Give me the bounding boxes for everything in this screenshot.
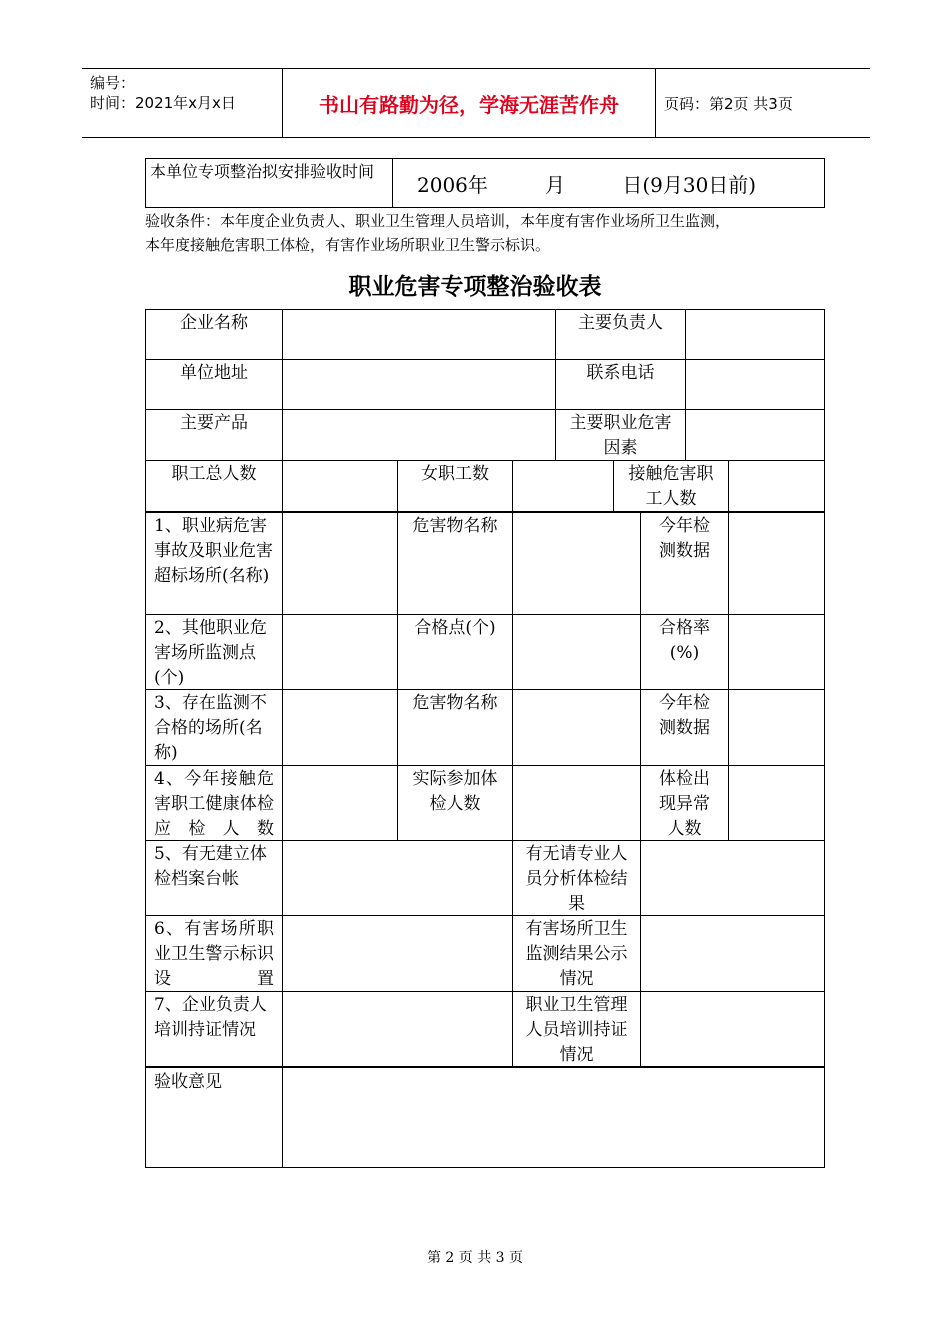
- female-staff-label: 女职工数: [421, 464, 489, 484]
- col-divider: [728, 460, 729, 512]
- col-divider: [512, 460, 513, 512]
- acceptance-time-label: 本单位专项整治拟安排验收时间: [146, 159, 393, 207]
- main-hazards-field[interactable]: [686, 410, 824, 460]
- opinion-field[interactable]: [283, 1069, 824, 1167]
- company-name-field[interactable]: [283, 310, 555, 359]
- row4-right-label: 体检出现异常人数: [659, 769, 710, 839]
- acceptance-time-value[interactable]: 2006年 月 日(9月30日前): [417, 172, 757, 197]
- row2-mid-label: 合格点(个): [414, 618, 496, 638]
- total-staff-label: 职工总人数: [171, 464, 257, 484]
- col-divider: [512, 511, 513, 840]
- row1-right-label: 今年检测数据: [659, 516, 710, 561]
- conditions-line-1: 验收条件：本年度企业负责人、职业卫生管理人员培训，本年度有害作业场所卫生监测，: [145, 212, 731, 230]
- col-divider: [728, 511, 729, 840]
- row6-label: 6、有害场所职业卫生警示标识设置: [154, 919, 274, 989]
- opinion-label: 验收意见: [154, 1072, 222, 1092]
- exposed-staff-label: 接触危害职工人数: [628, 464, 714, 509]
- row2-label: 2、其他职业危害场所监测点(个): [154, 618, 267, 688]
- row-divider: [145, 1066, 825, 1068]
- col-divider: [640, 840, 641, 1067]
- row5-right-label: 有无请专业人员分析体检结果: [525, 844, 628, 914]
- principal-label: 主要负责人: [578, 313, 663, 333]
- page-footer: 第 2 页 共 3 页: [426, 1250, 524, 1266]
- header-motto: 书山有路勤为径，学海无涯苦作舟: [282, 69, 656, 137]
- form-border-bottom: [145, 1167, 825, 1168]
- row2-right-label: 合格率(%): [659, 618, 710, 663]
- header-page-info: 页码：第2页 共3页: [664, 94, 793, 113]
- page-title: 职业危害专项整治验收表: [348, 274, 602, 300]
- row7-right-label: 职业卫生管理人员培训持证情况: [525, 995, 628, 1065]
- conditions-line-2: 本年度接触危害职工体检，有害作业场所职业卫生警示标识。: [145, 236, 551, 254]
- row7-label: 7、企业负责人培训持证情况: [154, 995, 267, 1040]
- main-products-field[interactable]: [283, 410, 555, 460]
- row3-label: 3、存在监测不合格的场所(名称): [154, 693, 267, 763]
- row4-label: 4、今年接触危害职工健康体检应检人数: [154, 769, 274, 839]
- main-products-label: 主要产品: [180, 413, 248, 433]
- row1-mid-label: 危害物名称: [412, 516, 498, 536]
- row6-right-label: 有害场所卫生监测结果公示情况: [525, 919, 628, 989]
- phone-field[interactable]: [686, 360, 824, 409]
- address-field[interactable]: [283, 360, 555, 409]
- address-label: 单位地址: [180, 363, 248, 383]
- doc-time-label: 时间：2021年x月x日: [90, 94, 236, 112]
- main-hazards-label: 主要职业危害因素: [569, 413, 672, 458]
- principal-field[interactable]: [686, 310, 824, 359]
- doc-number-label: 编号：: [90, 74, 136, 92]
- row3-right-label: 今年检测数据: [659, 693, 710, 738]
- row3-mid-label: 危害物名称: [412, 693, 498, 713]
- row5-label: 5、有无建立体检档案台帐: [154, 844, 267, 889]
- row1-label: 1、职业病危害事故及职业危害超标场所(名称): [154, 516, 273, 586]
- form-border-right: [824, 309, 825, 1168]
- row4-mid-label: 实际参加体检人数: [412, 769, 498, 814]
- company-name-label: 企业名称: [180, 313, 248, 333]
- phone-label: 联系电话: [586, 363, 655, 383]
